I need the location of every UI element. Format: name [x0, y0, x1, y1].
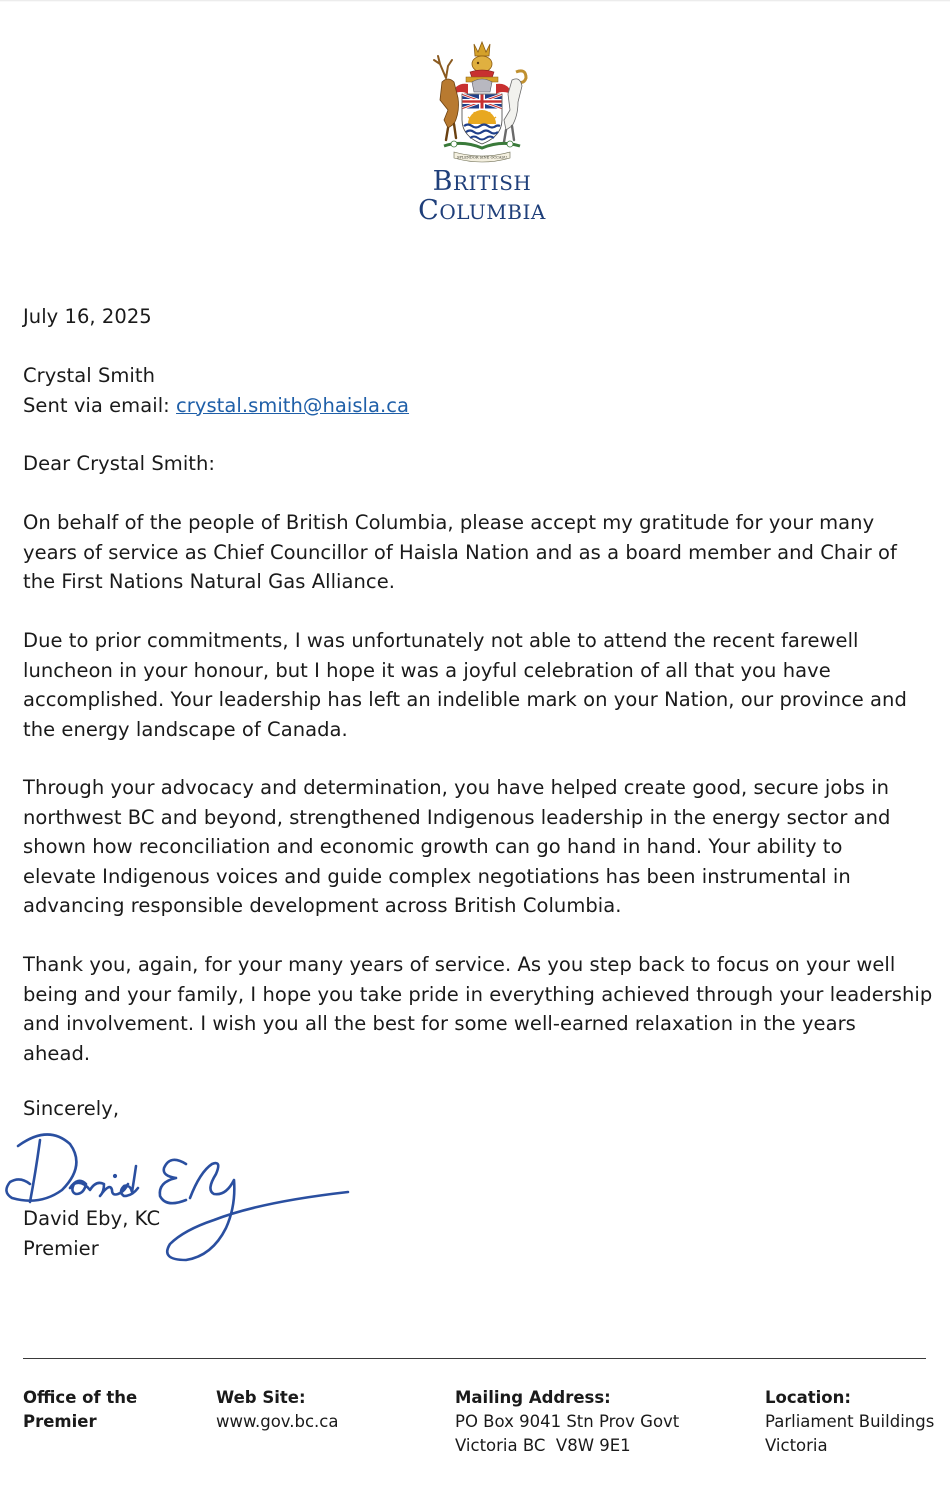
footer-website-link[interactable]: www.gov.bc.ca [216, 1412, 339, 1431]
paragraph-line: luncheon in your honour, but I hope it was a joyful celebration of all that you have [23, 658, 831, 682]
recipient-email-link[interactable]: crystal.smith@haisla.ca [176, 393, 410, 417]
footer-location-line1: Parliament Buildings [765, 1412, 935, 1431]
paragraph-line: the energy landscape of Canada. [23, 717, 348, 741]
salutation: Dear Crystal Smith: [23, 452, 216, 475]
footer-divider [23, 1358, 926, 1359]
paragraph-line: Due to prior commitments, I was unfortunately not able to attend the recent farewell [23, 629, 859, 652]
wordmark-columbia: COLUMBIA [418, 195, 546, 226]
paragraph-line: elevate Indigenous voices and guide complex negotiations has been instrumental in [23, 864, 851, 888]
paragraph-line: Thank you, again, for your many years of service. As you step back to focus on your well [23, 953, 896, 976]
paragraph-line: ahead. [23, 1041, 91, 1065]
paragraph-line: being and your family, I hope you take pride in everything achieved through your leadership [23, 982, 933, 1006]
body-paragraph-3 [23, 773, 948, 921]
letter-date: July 16, 2025 [23, 305, 152, 328]
paragraph-line: Through your advocacy and determination, you have helped create good, secure jobs in [23, 776, 890, 799]
recipient-name: Crystal Smith [23, 364, 155, 387]
signer-name: David Eby, KC [23, 1207, 161, 1230]
paragraph-line: and involvement. I wish you all the best for some well-earned relaxation in the years [23, 1012, 856, 1035]
footer-office-label-line1: Office of the [23, 1388, 138, 1407]
footer-location-label: Location: [765, 1388, 851, 1407]
signer-title: Premier [23, 1236, 99, 1260]
footer-location-line2: Victoria [765, 1436, 828, 1455]
paragraph-line: northwest BC and beyond, strengthened Indigenous leadership in the energy sector and [23, 805, 891, 829]
footer-office-label-line2: Premier [23, 1412, 97, 1431]
bc-wordmark [390, 168, 574, 226]
page-top-edge [0, 0, 950, 2]
sent-via-line [23, 391, 948, 421]
footer-location [765, 1386, 934, 1458]
body-paragraph-1 [23, 508, 948, 597]
footer-mailing-label: Mailing Address: [455, 1388, 611, 1407]
sent-via-label: Sent via email: [23, 393, 177, 417]
wordmark-columbia-initial: C [418, 195, 440, 226]
footer-mailing-line1: PO Box 9041 Stn Prov Govt [455, 1412, 680, 1431]
paragraph-line: advancing responsible development across British Columbia. [23, 894, 622, 917]
paragraph-line: On behalf of the people of British Columbia, please accept my gratitude for your many [23, 511, 875, 534]
bc-coat-of-arms-icon [418, 38, 546, 166]
footer-office [23, 1386, 137, 1434]
paragraph-line: the First Nations Natural Gas Alliance. [23, 570, 395, 593]
paragraph-line: accomplished. Your leadership has left an indelible mark on your Nation, our province and [23, 688, 907, 711]
footer-website [216, 1386, 339, 1434]
closing: Sincerely, [23, 1097, 120, 1120]
body-paragraph-4 [23, 950, 948, 1068]
footer-mailing-address [455, 1386, 679, 1458]
paragraph-line: years of service as Chief Councillor of Haisla Nation and as a board member and Chair of [23, 540, 897, 564]
crest-motto: SPLENDOR SINE OCCASU [456, 155, 508, 160]
footer-website-label: Web Site: [216, 1388, 306, 1407]
footer-mailing-line2: Victoria BC V8W 9E1 [455, 1436, 631, 1455]
handwritten-signature [0, 1110, 360, 1270]
paragraph-line: shown how reconciliation and economic growth can go hand in hand. Your ability to [23, 835, 843, 858]
recipient-block [23, 361, 948, 420]
wordmark-british: BRITISH [432, 166, 532, 197]
wordmark-british-initial: B [432, 166, 453, 197]
body-paragraph-2 [23, 626, 948, 744]
